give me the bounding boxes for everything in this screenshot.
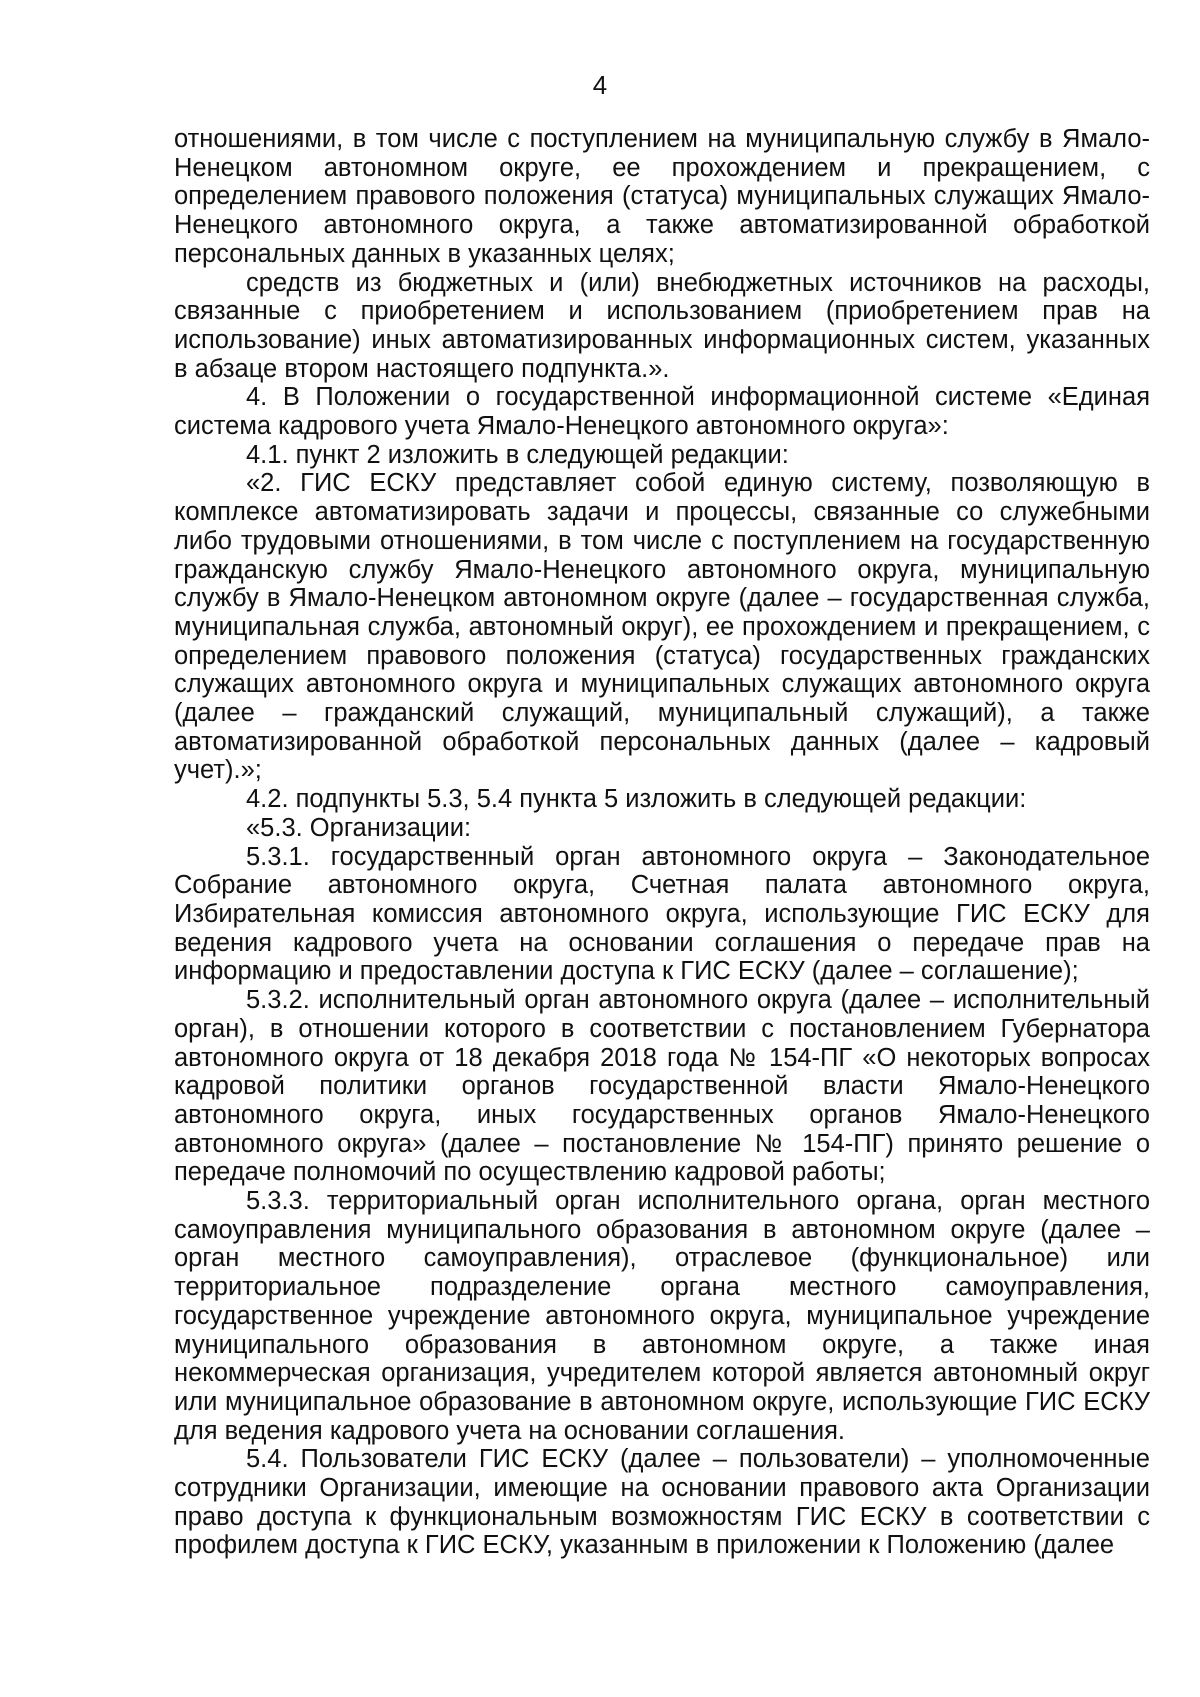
paragraph: 4.1. пункт 2 изложить в следующей редакции: (246, 440, 789, 469)
document-body (174, 125, 1150, 1560)
paragraph: 4. В Положении о государственной информационной системе «Единая система кадрового учета Ямало-Ненецкого автономного округа»: (174, 383, 1150, 441)
paragraph: «2. ГИС ЕСКУ представляет собой единую систему, позволяющую в комплексе автоматизировать задачи и процессы, связанные со служебными либо трудовыми отношениями, в том числе с поступлением на государственную гражданскую службу Ямало-Ненецкого автономного округа, муниципальную службу в Ямало-Ненецком автономном округе (далее – государственная служба, муниципальная служба, автономный округ), ее прохождением и прекращением, с определением правового положения (статуса) государственных гражданских служащих автономного округа и муниципальных служащих автономного округа (далее – гражданский служащий, муниципальный служащий), а также автоматизированной обработкой персональных данных (далее – кадровый учет).»; (174, 469, 1150, 785)
paragraph: 5.3.1. государственный орган автономного округа – Законодательное Собрание автономного округа, Счетная палата автономного округа, Избирательная комиссия автономного округа, использующие ГИС ЕСКУ для ведения кадрового учета на основании соглашения о передаче прав на информацию и предоставлении доступа к ГИС ЕСКУ (далее – соглашение); (174, 842, 1150, 986)
paragraph: 5.3.2. исполнительный орган автономного округа (далее – исполнительный орган), в отношении которого в соответствии с постановлением Губернатора автономного округа от 18 декабря 2018 года № 154-ПГ «О некоторых вопросах кадровой политики органов государственной власти Ямало-Ненецкого автономного округа, иных государственных органов Ямало-Ненецкого автономного округа» (далее – постановление № 154-ПГ) принято решение о передаче полномочий по осуществлению кадровой работы; (174, 986, 1150, 1187)
paragraph: 4.2. подпункты 5.3, 5.4 пункта 5 изложить в следующей редакции: (246, 785, 1027, 814)
paragraph: 5.3.3. территориальный орган исполнительного органа, орган местного самоуправления муниципального образования в автономном округе (далее – орган местного самоуправления), отраслевое (функциональное) или территориальное подразделение органа местного самоуправления, государственное учреждение автономного округа, муниципальное учреждение муниципального образования в автономном округе, а также иная некоммерческая организация, учредителем которой является автономный округ или муниципальное образование в автономном округе, использующие ГИС ЕСКУ для ведения кадрового учета на основании соглашения. (174, 1187, 1150, 1445)
paragraph: отношениями, в том числе с поступлением на муниципальную службу в Ямало-Ненецком автономном округе, ее прохождением и прекращением, с определением правового положения (статуса) муниципальных служащих Ямало-Ненецкого автономного округа, а также автоматизированной обработкой персональных данных в указанных целях; (174, 125, 1150, 268)
paragraph: «5.3. Организации: (246, 813, 472, 842)
page-number: 4 (592, 70, 608, 100)
paragraph: средств из бюджетных и (или) внебюджетных источников на расходы, связанные с приобретением и использованием (приобретением прав на использование) иных автоматизированных информационных систем, указанных в абзаце втором настоящего подпункта.». (174, 268, 1150, 383)
paragraph: 5.4. Пользователи ГИС ЕСКУ (далее – пользователи) – уполномоченные сотрудники Организации, имеющие на основании правового акта Организации право доступа к функциональным возможностям ГИС ЕСКУ в соответствии с профилем доступа к ГИС ЕСКУ, указанным в приложении к Положению (далее (174, 1445, 1150, 1560)
